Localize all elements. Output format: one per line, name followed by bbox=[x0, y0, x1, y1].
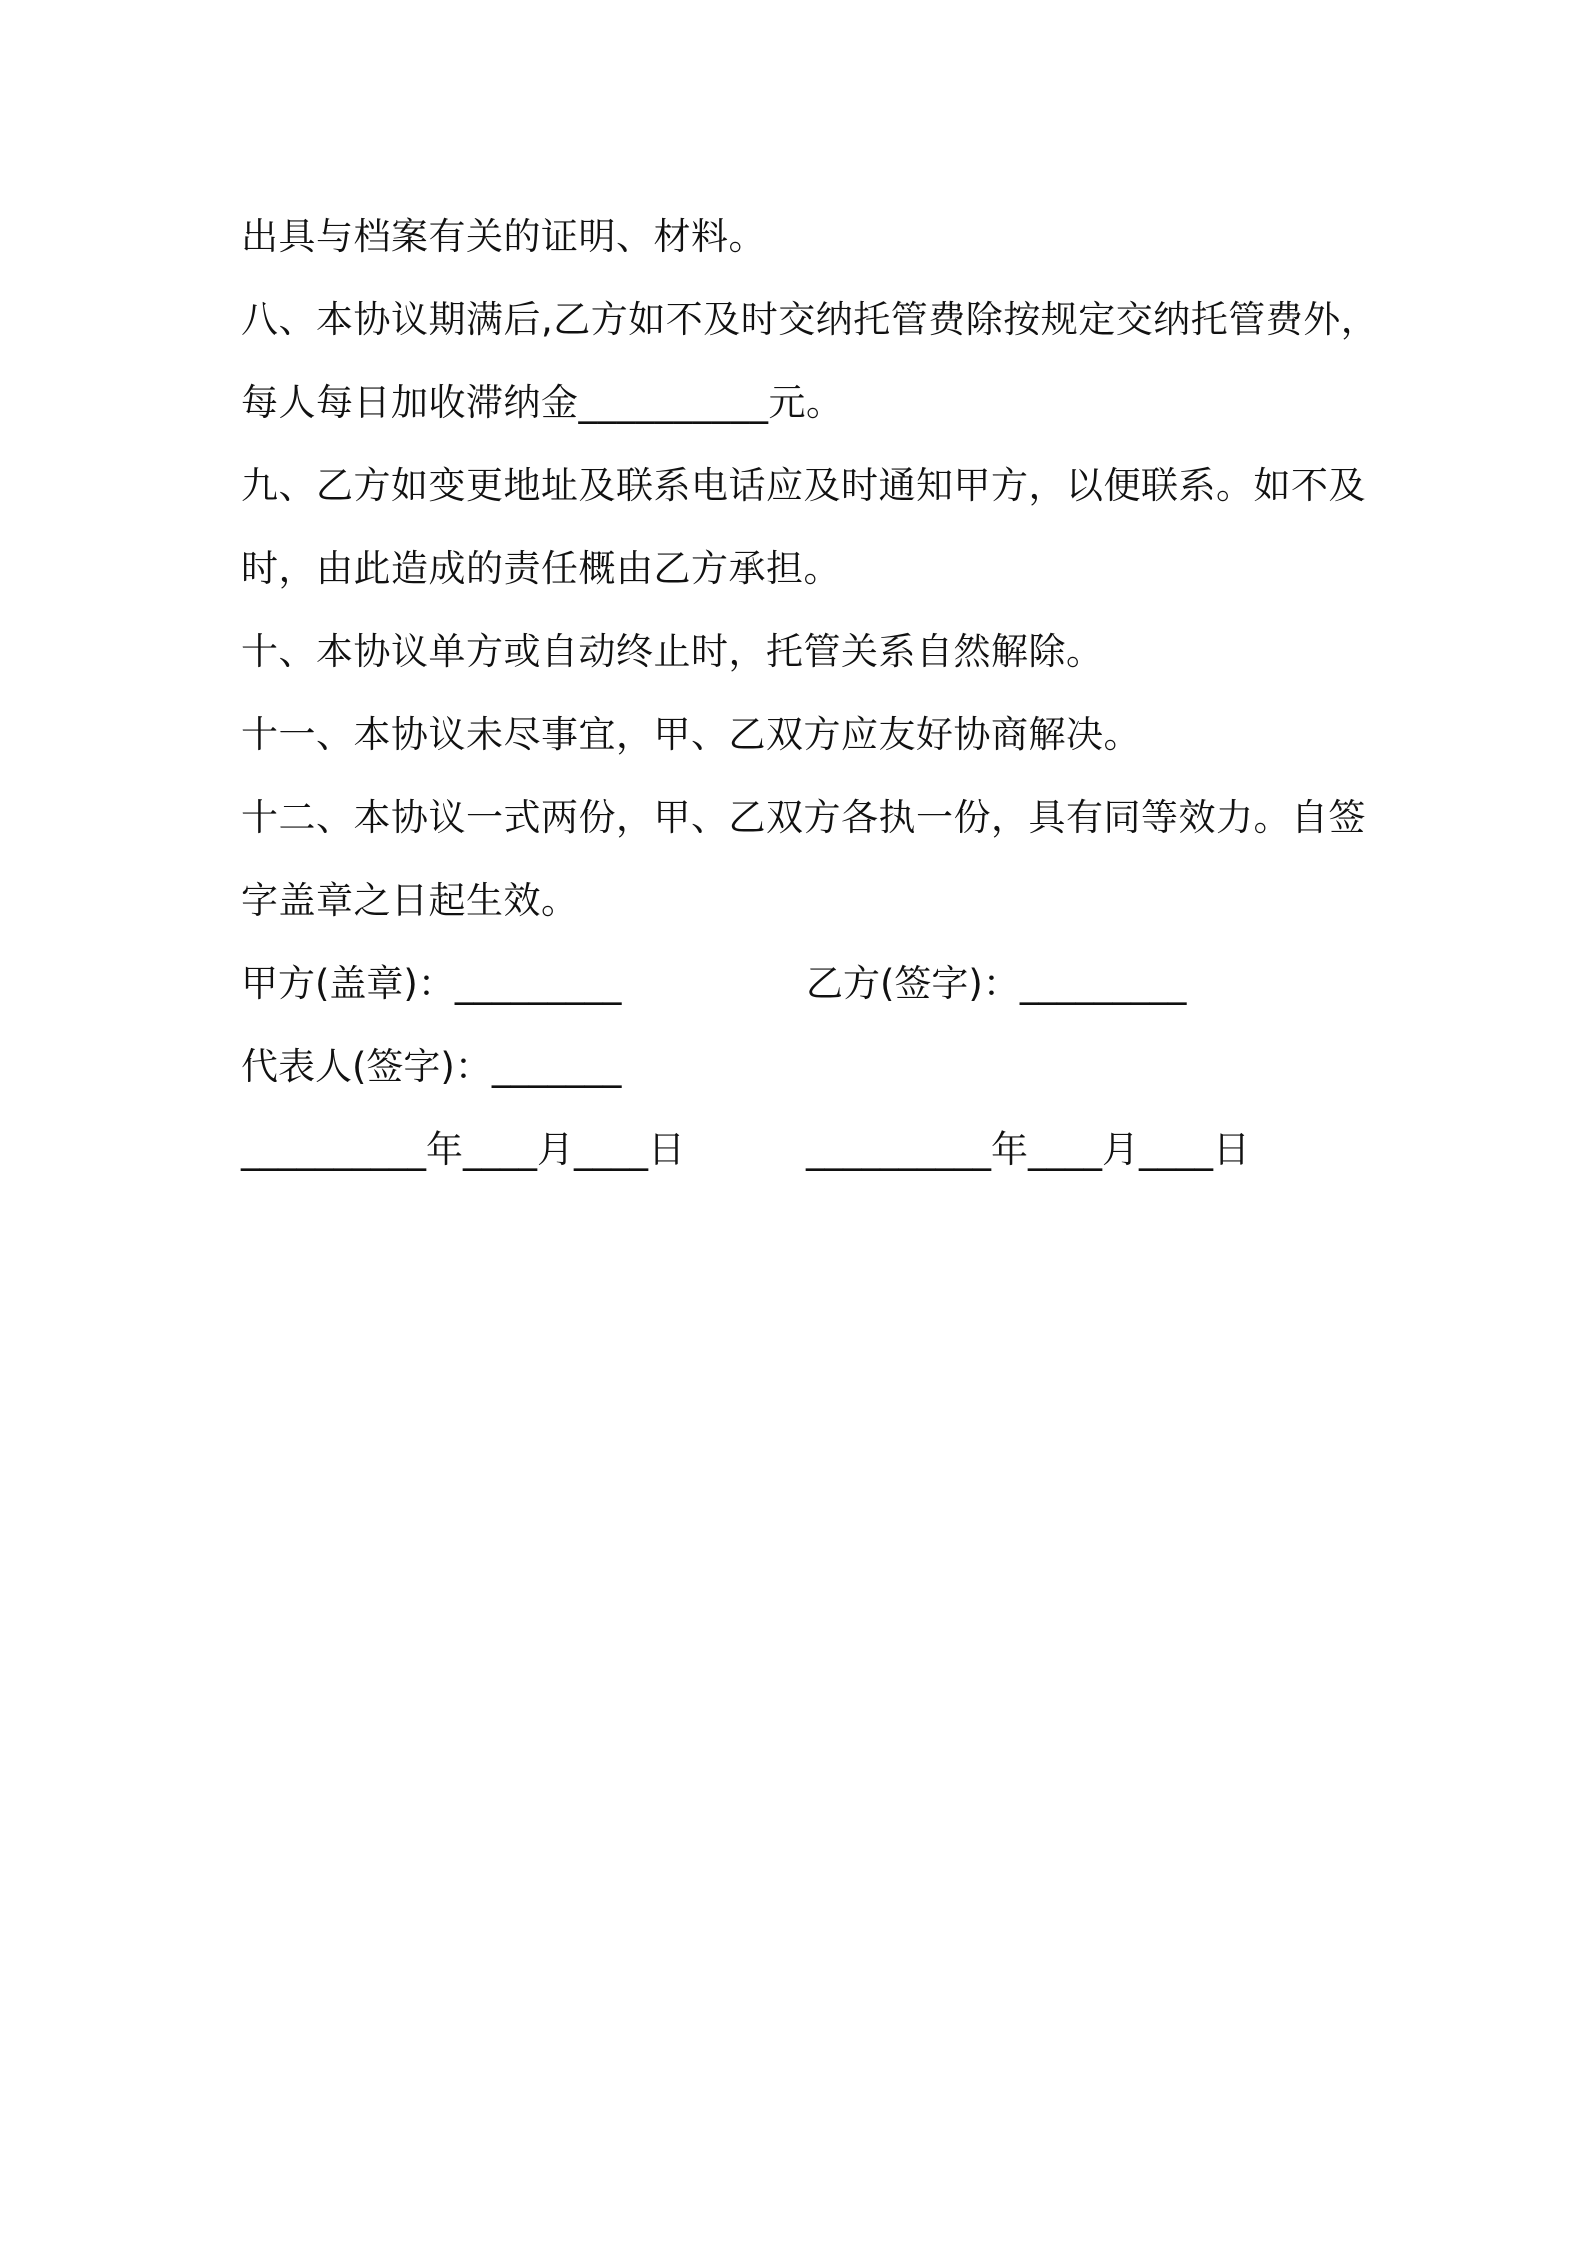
paragraph-line: 十二、本协议一式两份，甲、乙双方各执一份，具有同等效力。自签 bbox=[241, 796, 1366, 839]
party-a-seal-field: 甲方(盖章)：_________ bbox=[241, 962, 622, 1005]
paragraph-line: 九、乙方如变更地址及联系电话应及时通知甲方，以便联系。如不及 bbox=[241, 464, 1366, 507]
signature-row-dates bbox=[241, 1108, 1361, 1191]
representative-signature-field: 代表人(签字)：_______ bbox=[241, 1045, 622, 1088]
document-body bbox=[241, 195, 1379, 1191]
paragraph-line: 出具与档案有关的证明、材料。 bbox=[241, 215, 766, 258]
signature-row-representative bbox=[241, 1025, 1361, 1108]
paragraph-line: 八、本协议期满后,乙方如不及时交纳托管费除按规定交纳托管费外， bbox=[241, 298, 1379, 341]
paragraph-line: 十一、本协议未尽事宜，甲、乙双方应友好协商解决。 bbox=[241, 713, 1141, 756]
paragraph-line: 每人每日加收滞纳金__________元。 bbox=[241, 381, 844, 424]
paragraph-line: 字盖章之日起生效。 bbox=[241, 879, 579, 922]
signature-row-parties bbox=[241, 942, 1361, 1025]
paragraph-line: 十、本协议单方或自动终止时，托管关系自然解除。 bbox=[241, 630, 1104, 673]
party-b-signature-field: 乙方(签字)：_________ bbox=[806, 962, 1187, 1005]
party-a-date-field: __________年____月____日 bbox=[241, 1128, 685, 1171]
party-b-date-field: __________年____月____日 bbox=[806, 1128, 1250, 1171]
paragraph-line: 时，由此造成的责任概由乙方承担。 bbox=[241, 547, 841, 590]
